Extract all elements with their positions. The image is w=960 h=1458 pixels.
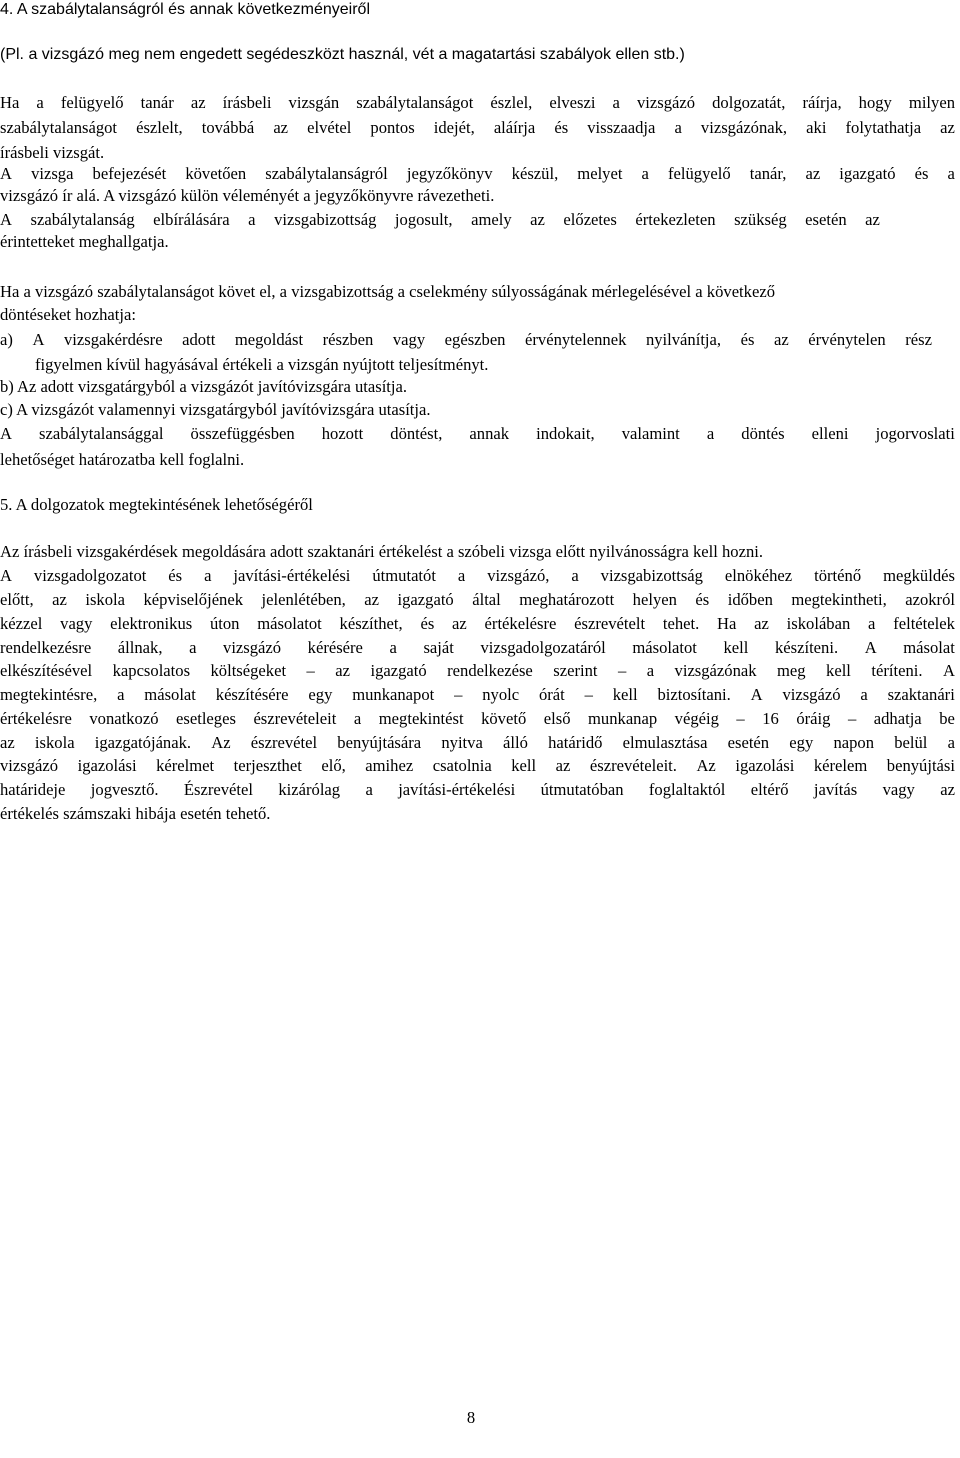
word: az: [940, 118, 955, 137]
word: az: [0, 733, 15, 752]
word: 16: [762, 709, 779, 728]
word: érvénytelen: [808, 330, 886, 349]
word: adhatja: [873, 709, 922, 728]
word: –: [847, 709, 857, 728]
word: Észrevétel: [183, 780, 253, 799]
word: elmulasztása: [622, 733, 708, 752]
word: készül,: [511, 164, 559, 183]
word: határideje: [0, 780, 66, 799]
word: terjeszthet: [233, 756, 302, 775]
section-5-heading: 5. A dolgozatok megtekintésének lehetőségéről: [0, 495, 313, 514]
word: A: [0, 164, 12, 183]
word: másolatot: [632, 638, 697, 657]
word: az: [364, 590, 380, 609]
word: –: [306, 661, 315, 680]
word: döntést,: [390, 424, 443, 443]
word: az: [190, 93, 206, 112]
paragraph-6-line-10: [0, 756, 955, 776]
word: dolgozatát,: [712, 93, 786, 112]
word: értekezleten: [635, 210, 716, 229]
list-item-b: b) Az adott vizsgatárgyból a vizsgázót javítóvizsgára utasítja.: [0, 377, 408, 396]
word: kérelmet: [156, 756, 215, 775]
word: követő: [481, 709, 527, 728]
word: az: [452, 614, 467, 633]
word: biztosítani.: [657, 685, 731, 704]
word: az: [773, 330, 789, 349]
word: a: [860, 685, 868, 704]
word: megküldés: [883, 566, 955, 585]
word: történő: [814, 566, 862, 585]
word: belül: [894, 733, 928, 752]
word: valamint: [621, 424, 680, 443]
word: álló: [503, 733, 528, 752]
paragraph-6-line-11: [0, 780, 955, 800]
word: benyújtására: [337, 733, 422, 752]
word: időben: [727, 590, 773, 609]
word: Az: [211, 733, 231, 752]
word: úton: [209, 614, 240, 633]
word: követően: [185, 164, 247, 183]
word: vizsga: [31, 164, 74, 183]
word: az: [754, 614, 769, 633]
word: kizárólag: [278, 780, 341, 799]
paragraph-6-line-4: [0, 614, 955, 634]
word: a: [353, 709, 362, 728]
word: vizsgán: [288, 93, 340, 112]
word: és: [914, 164, 929, 183]
paragraph-4-line-1: Ha a vizsgázó szabálytalanságot követ el, a vizsgabizottság a cselekmény súlyosságának mérlegelésével a következő: [0, 282, 775, 301]
word: javítási-értékelési: [398, 780, 516, 799]
word: folytathatja: [845, 118, 922, 137]
word: nyitva: [441, 733, 483, 752]
word: óráig: [796, 709, 831, 728]
word: igazgató: [839, 164, 896, 183]
word: indokait,: [536, 424, 595, 443]
word: a: [947, 733, 955, 752]
word: tehet.: [662, 614, 700, 633]
word: esetleges: [176, 709, 236, 728]
word: jogosult,: [394, 210, 453, 229]
paragraph-1-line-1: [0, 93, 955, 113]
word: jegyzőkönyv: [406, 164, 493, 183]
word: kell: [612, 685, 638, 704]
word: részben: [322, 330, 374, 349]
word: vizsgázó,: [487, 566, 550, 585]
word: a: [646, 661, 655, 680]
word: téríteni.: [871, 661, 923, 680]
word: és: [554, 118, 569, 137]
word: A: [750, 685, 763, 704]
word: saját: [423, 638, 454, 657]
word: másolat: [903, 638, 955, 657]
word: esetén: [805, 210, 847, 229]
word: annak: [469, 424, 510, 443]
word: észrevételt: [574, 614, 646, 633]
word: tanár: [140, 93, 174, 112]
paragraph-5-line-2: lehetőséget határozatba kell foglalni.: [0, 450, 245, 469]
word: a: [947, 164, 955, 183]
word: határidő: [548, 733, 603, 752]
word: iskolában: [786, 614, 851, 633]
word: felügyelő: [667, 164, 731, 183]
word: vizsgázó: [782, 685, 841, 704]
word: A: [0, 210, 12, 229]
word: elnökéhez: [724, 566, 793, 585]
word: pontos: [370, 118, 415, 137]
word: észlel,: [490, 93, 533, 112]
word: igazgatójának.: [94, 733, 192, 752]
word: –: [736, 709, 745, 728]
word: A: [0, 566, 12, 585]
word: megtekintést: [378, 709, 464, 728]
word: eltérő: [750, 780, 789, 799]
word: milyen: [908, 93, 955, 112]
word: vizsgázó: [223, 638, 282, 657]
word: –: [454, 685, 463, 704]
word: írásbeli: [222, 93, 272, 112]
word: csatolnia: [432, 756, 492, 775]
word: megtekintésre,: [0, 685, 98, 704]
word: értékelésre: [484, 614, 557, 633]
list-item-a-line-1: [0, 330, 932, 350]
word: észrevételeit.: [589, 756, 677, 775]
word: jogvesztő.: [90, 780, 159, 799]
word: egy: [789, 733, 814, 752]
word: kell: [511, 756, 537, 775]
word: a: [248, 210, 256, 229]
paragraph-6-line-2: [0, 566, 955, 586]
page-number: 8: [466, 1408, 476, 1427]
word: továbbá: [201, 118, 255, 137]
word: igazolási: [77, 756, 137, 775]
word: igazolási: [735, 756, 795, 775]
word: jelenlétében,: [261, 590, 346, 609]
paragraph-1-line-3: írásbeli vizsgát.: [0, 143, 105, 162]
word: rendelkezése: [447, 661, 533, 680]
word: A: [32, 330, 45, 349]
word: vizsgadolgozatáról: [480, 638, 606, 657]
word: vizsgabizottság: [600, 566, 703, 585]
word: kézzel: [0, 614, 43, 633]
word: Ha: [0, 93, 20, 112]
word: A: [942, 661, 955, 680]
word: meg: [777, 661, 806, 680]
word: rész: [905, 330, 932, 349]
word: elvétel: [307, 118, 352, 137]
word: útmutatót: [372, 566, 436, 585]
word: elleni: [811, 424, 849, 443]
word: a: [189, 638, 197, 657]
word: a: [117, 685, 125, 704]
word: idejét,: [433, 118, 475, 137]
word: készíteni.: [774, 638, 839, 657]
word: aláírja: [493, 118, 536, 137]
paragraph-6-line-8: [0, 709, 955, 729]
word: kell: [723, 638, 749, 657]
word: vizsgázónak,: [700, 118, 788, 137]
word: másolatot: [257, 614, 322, 633]
word: az: [335, 661, 350, 680]
word: a: [571, 566, 579, 585]
word: elveszi: [549, 93, 596, 112]
word: a: [706, 424, 715, 443]
word: állnak,: [117, 638, 163, 657]
word: és: [420, 614, 435, 633]
list-item-a-line-2: figyelmen kívül hagyásával értékeli a vizsgán nyújtott teljesítményt.: [35, 355, 489, 374]
word: elő,: [321, 756, 346, 775]
word: értékelésre: [0, 709, 72, 728]
word: meghatározott: [519, 590, 615, 609]
word: hozott: [321, 424, 364, 443]
word: Az: [696, 756, 716, 775]
word: végéig: [674, 709, 719, 728]
section-4-note: (Pl. a vizsgázó meg nem engedett segédeszközt használ, vét a magatartási szabályok ellen stb.): [0, 46, 685, 63]
word: és: [695, 590, 710, 609]
word: képviselőjének: [143, 590, 244, 609]
paragraph-6-line-6: [0, 661, 955, 681]
paragraph-6-line-7: [0, 685, 955, 705]
word: iskola: [34, 733, 75, 752]
word: elektronikus: [110, 614, 193, 633]
word: a: [365, 780, 373, 799]
word: napon: [833, 733, 874, 752]
word: kérelem: [813, 756, 868, 775]
word: szabálytalanságot: [356, 93, 474, 112]
word: nyilvánítja,: [645, 330, 722, 349]
word: az: [273, 118, 289, 137]
word: észrevétel: [250, 733, 318, 752]
word: előtt,: [0, 590, 34, 609]
word: előzetes: [563, 210, 617, 229]
word: aki: [806, 118, 827, 137]
word: adott: [182, 330, 216, 349]
word: –: [584, 685, 593, 704]
word: érvénytelennek: [525, 330, 627, 349]
word: készítésére: [215, 685, 289, 704]
word: és: [740, 330, 755, 349]
paragraph-2-line-1: [0, 164, 955, 184]
word: a: [457, 566, 466, 585]
word: felügyelő: [60, 93, 124, 112]
word: A: [864, 638, 877, 657]
word: foglaltaktól: [648, 780, 726, 799]
word: egészben: [444, 330, 506, 349]
word: benyújtási: [886, 756, 955, 775]
word: igazgató: [397, 590, 454, 609]
word: be: [939, 709, 955, 728]
paragraph-2-line-2: vizsgázó ír alá. A vizsgázó külön véleményét a jegyzőkönyvre rávezetheti.: [0, 186, 495, 205]
paragraph-3-line-1: [0, 210, 880, 230]
word: visszaadja: [587, 118, 656, 137]
word: szabálytalanságot: [0, 118, 118, 137]
word: a: [204, 566, 212, 585]
word: munkanap: [588, 709, 658, 728]
word: a: [612, 93, 620, 112]
word: az: [940, 780, 955, 799]
word: azokról: [905, 590, 955, 609]
word: döntés: [741, 424, 785, 443]
word: vagy: [60, 614, 93, 633]
word: észrevételeit: [253, 709, 337, 728]
word: vagy: [882, 780, 915, 799]
word: –: [617, 661, 627, 680]
word: melyet: [577, 164, 623, 183]
list-item-c: c) A vizsgázót valamennyi vizsgatárgyból javítóvizsgára utasítja.: [0, 400, 431, 419]
word: készíthet,: [339, 614, 403, 633]
word: Ha: [717, 614, 737, 633]
paragraph-6-line-5: [0, 638, 955, 658]
paragraph-3-line-2: érintetteket meghallgatja.: [0, 232, 169, 251]
word: az: [555, 756, 571, 775]
word: másolat: [144, 685, 196, 704]
word: kérésére: [307, 638, 363, 657]
word: A: [0, 424, 12, 443]
word: az: [530, 210, 545, 229]
word: vagy: [392, 330, 426, 349]
word: vizsgázó: [636, 93, 696, 112]
word: iskola: [85, 590, 125, 609]
word: vonatkozó: [89, 709, 159, 728]
word: elkészítésével: [0, 661, 93, 680]
word: feltételek: [893, 614, 955, 633]
paragraph-4-line-2: döntéseket hozhatja:: [0, 305, 136, 324]
word: igazgató: [370, 661, 427, 680]
word: észlelt,: [136, 118, 183, 137]
word: szaktanári: [887, 685, 955, 704]
section-4-heading: 4. A szabálytalanságról és annak következményeiről: [0, 1, 370, 18]
word: az: [52, 590, 67, 609]
word: órát: [538, 685, 565, 704]
word: útmutatóban: [540, 780, 624, 799]
word: szabálytalanság: [30, 210, 135, 229]
word: nyolc: [482, 685, 520, 704]
word: a: [36, 93, 44, 112]
word: elbírálására: [153, 210, 230, 229]
word: tanár,: [749, 164, 787, 183]
word: szabálytalansággal: [39, 424, 164, 443]
word: rendelkezésre: [0, 638, 92, 657]
word: vizsgázónak: [674, 661, 757, 680]
word: megoldást: [234, 330, 304, 349]
word: hogy: [858, 93, 892, 112]
word: a: [674, 118, 682, 137]
word: szerint: [553, 661, 598, 680]
paragraph-1-line-2: [0, 118, 955, 138]
word: helyen: [632, 590, 677, 609]
word: megtekintheti,: [791, 590, 887, 609]
word: javítási-értékelési: [233, 566, 351, 585]
word: kell: [826, 661, 851, 680]
word: szabálytalanságról: [265, 164, 388, 183]
word: munkanapot: [352, 685, 435, 704]
word: vizsgabizottság: [274, 210, 377, 229]
word: vizsgadolgozatot: [33, 566, 147, 585]
word: befejezését: [92, 164, 167, 183]
word: a): [0, 330, 13, 349]
word: a: [868, 614, 876, 633]
word: összefüggésben: [190, 424, 295, 443]
word: esetén: [727, 733, 770, 752]
word: és: [168, 566, 183, 585]
word: kapcsolatos: [112, 661, 191, 680]
word: a: [641, 164, 649, 183]
word: vizsgázó: [0, 756, 59, 775]
word: amihez: [365, 756, 414, 775]
paragraph-6-line-9: [0, 733, 955, 753]
word: vizsgakérdésre: [63, 330, 163, 349]
paragraph-6-line-3: [0, 590, 955, 610]
word: jogorvoslati: [875, 424, 955, 443]
word: szükség: [734, 210, 787, 229]
word: az: [805, 164, 821, 183]
word: egy: [308, 685, 333, 704]
word: első: [543, 709, 571, 728]
paragraph-6-line-12: értékelés számszaki hibája esetén tehető.: [0, 804, 271, 823]
word: az: [865, 210, 880, 229]
paragraph-5-line-1: [0, 424, 955, 444]
word: javítás: [813, 780, 858, 799]
word: által: [472, 590, 501, 609]
paragraph-6-line-1: Az írásbeli vizsgakérdések megoldására adott szaktanári értékelést a szóbeli vizsga előtt nyilvánosságra kell hozni.: [0, 542, 764, 561]
word: költségeket: [210, 661, 287, 680]
word: amely: [471, 210, 512, 229]
word: a: [389, 638, 397, 657]
word: ráírja,: [802, 93, 842, 112]
